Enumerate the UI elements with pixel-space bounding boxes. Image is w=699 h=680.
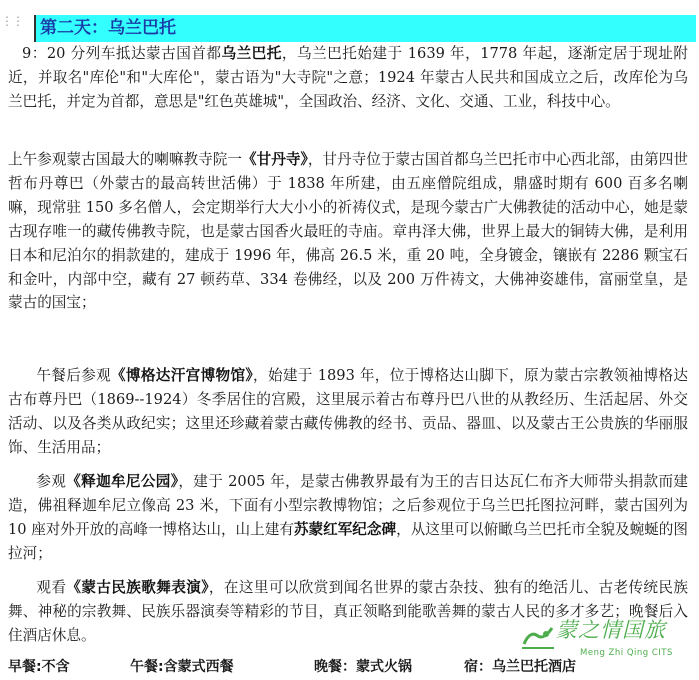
paragraph-bogd-khan — [8, 364, 688, 460]
breakfast-info: 早餐:不含 — [8, 659, 70, 675]
park-lead: 参观 — [36, 473, 67, 490]
arrival-lead: 9：20 分列车抵达蒙古国首都 — [22, 45, 222, 62]
paragraph-buddha-park — [8, 470, 688, 566]
show-lead: 观看 — [36, 579, 67, 596]
lunch-info: 午餐:含蒙式西餐 — [130, 659, 234, 675]
day-heading: 第二天：乌兰巴托 — [34, 15, 696, 42]
paragraph-show — [8, 576, 688, 648]
gandan-lead: 上午参观蒙古国最大的喇嘛教寺院一 — [8, 151, 242, 168]
park-text: ，建于 2005 年，是蒙古佛教界最有为王的吉日达瓦仁布齐大师带头捐款而建造，佛祖释迦牟尼立像高 23 米，下面有小型宗教博物馆；之后参观位于乌兰巴托图拉河畔，蒙古国列为 10 座对外开放的高峰一博格达山，山上建有 — [8, 473, 688, 538]
gandan-text: ，甘丹寺位于蒙古国首都乌兰巴托市中心西北部，由第四世哲布丹尊巴（外蒙古的最高转世活佛）于 1838 年所建，由五座僧院组成，鼎盛时期有 600 百多名喇嘛，现常驻 150 多名僧人，会定期举行大大小小的祈祷仪式，是现今蒙古广大佛教徒的活动中心，她是蒙古现存唯一的藏传佛教寺院，也是蒙古国香火最旺的寺庙。章冉泽大佛，世界上最大的铜铸大佛，是利用日本和尼泊尔的捐款建的，建成于 1996 年，佛高 26.5 米，重 20 吨，全身镀金，镶嵌有 2286 颗宝石和金叶，内部中空，藏有 27 顿药草、334 卷佛经，以及 200 万件祷文，大佛神姿雄伟，富丽堂皇，是蒙古的国宝； — [8, 151, 688, 312]
paragraph-gandan — [8, 148, 688, 315]
dinner-info: 晚餐：蒙式火锅 — [314, 659, 412, 675]
city-name: 乌兰巴托 — [221, 45, 282, 62]
watermark-title: 蒙之情国旅 — [556, 618, 666, 642]
bogd-text: ，始建于 1893 年，位于博格达山脚下，原为蒙古宗教领袖博格达古布尊丹巴（1869--1924）冬季居住的宫殿，这里展示着古布尊丹巴八世的从教经历、生活起居、外交活动、以及各类从政纪实；这里还珍藏着蒙古藏传佛教的经书、贡品、器皿、以及蒙古王公贵族的华丽服饰、生活用品； — [8, 367, 688, 456]
show-title: 《蒙古民族歌舞表演》 — [66, 579, 209, 596]
meals-row — [8, 655, 698, 679]
bogd-title: 《博格达汗宫博物馆》 — [111, 367, 254, 384]
show-text: ，在这里可以欣赏到闻名世界的蒙古杂技、独有的绝活儿、古老传统民族舞、神秘的宗教舞、民族乐器演奏等精彩的节目，真正领略到能歌善舞的蒙古人民的多才多艺；晚餐后入住酒店休息。 — [8, 579, 688, 644]
gandan-title: 《甘丹寺》 — [241, 151, 308, 168]
hotel-info: 宿：乌兰巴托酒店 — [464, 659, 576, 675]
paragraph-arrival — [8, 42, 688, 114]
arrival-text: ，乌兰巴托始建于 1639 年，1778 年起，逐渐定居于现址附近，并取名"库伦"和"大库伦"，蒙古语为"大寺院"之意；1924 年蒙古人民共和国成立之后，改库伦为乌兰巴托，并定为首都，意思是"红色英雄城"，全国政治、经济、文化、交通、工业，科技中心。 — [8, 45, 688, 110]
park-text-end: ，从这里可以俯瞰乌兰巴托市全貌及蜿蜒的图拉河； — [8, 520, 688, 562]
memorial-name: 苏蒙红军纪念碑 — [293, 520, 397, 538]
park-title: 《释迦牟尼公园》 — [66, 473, 179, 490]
bogd-lead: 午餐后参观 — [36, 367, 111, 384]
watermark-subtitle: Meng Zhi Qing CITS — [580, 648, 673, 658]
drag-handle-icon[interactable]: ⋮⋮ — [1, 14, 23, 28]
